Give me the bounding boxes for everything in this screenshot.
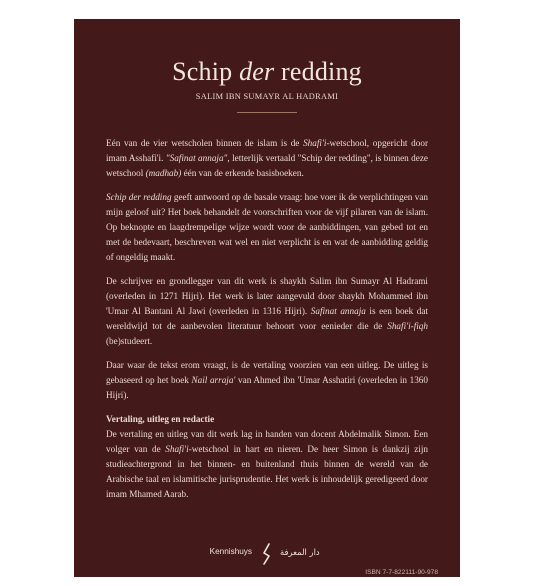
text-italic: Nail arraja' bbox=[191, 375, 236, 385]
text: geeft antwoord op de basale vraag: hoe voer ik de verplichtingen van mijn geloof uit? Het boek behandelt de voorschriften voor de vijf pilaren van de islam. Op beknopte en laagdrempelige wijze wordt voor de aanbiddingen, van gebed tot en met de bedevaart, beschreven wat wel en niet verplicht is en wat de aanbidding geldig of ongeldig maakt. bbox=[106, 192, 428, 262]
blurb-paragraph-5 bbox=[106, 427, 428, 502]
text: -wetschool in hart en nieren. De heer Simon is dankzij zijn studieachtergrond in het binnen- en buitenland thuis binnen de wereld van de Arabische taal en islamitische jurisprudentie. Het werk is inhoudelijk geredigeerd door imam Mhamed Aarab. bbox=[106, 444, 428, 499]
book-back-cover bbox=[74, 19, 460, 577]
title-italic-part: der bbox=[239, 57, 275, 86]
text-italic: "Safinat annaja" bbox=[165, 153, 228, 163]
publisher-logo bbox=[74, 543, 460, 563]
text: , letterlijk vertaald "Schip der redding", is binnen deze wetschool bbox=[106, 153, 428, 178]
text-italic: (madhab) bbox=[145, 168, 182, 178]
title-divider bbox=[237, 112, 297, 113]
blurb-paragraph-4 bbox=[106, 358, 428, 403]
title-part: redding bbox=[274, 57, 362, 86]
section-heading: Vertaling, uitleg en redactie bbox=[106, 414, 215, 424]
blurb-text bbox=[106, 136, 428, 511]
publisher-name-arabic: دار المعرفة bbox=[280, 547, 320, 557]
book-title bbox=[74, 57, 460, 87]
blurb-paragraph-1 bbox=[106, 136, 428, 181]
publisher-name-latin: Kennishuys bbox=[209, 547, 252, 556]
text: Daar waar de tekst erom vraagt, is de vertaling voorzien van een uitleg. De uitleg is gebaseerd op het boek bbox=[106, 360, 428, 385]
text: Eén van de vier wetscholen binnen de islam is de bbox=[106, 138, 304, 148]
blurb-paragraph-3 bbox=[106, 274, 428, 349]
text-italic: Safinat annaja bbox=[310, 306, 366, 316]
text: -wetschool, opgericht door imam Asshafi'i. bbox=[106, 138, 428, 163]
text: is een boek dat wereldwijd tot de aanbevolen literatuur behoort voor eenieder die de bbox=[106, 306, 428, 331]
text-italic: Shafi'i bbox=[303, 138, 327, 148]
text-italic: Schip der redding bbox=[106, 192, 172, 202]
book-author: SALIM IBN SUMAYR AL HADRAMI bbox=[195, 92, 339, 101]
text: De vertaling en uitleg van dit werk lag in handen van docent Abdelmalik Simon. Een volger van de bbox=[106, 429, 428, 454]
blurb-paragraph-2 bbox=[106, 190, 428, 265]
text-italic: Shafi'i-fiqh bbox=[387, 321, 428, 331]
publisher-mark-icon bbox=[258, 543, 276, 565]
text: De schrijver en grondlegger van dit werk is shaykh Salim ibn Sumayr Al Hadrami (overleden in 1271 Hijri). Het werk is later aangevuld door shaykh Mohammed ibn 'Umar Al Bantani Al Jawi (overleden in 1316 Hijri). bbox=[106, 276, 428, 316]
title-part: Schip bbox=[172, 57, 240, 86]
text: van Ahmed ibn 'Umar Asshatiri (overleden in 1360 Hijri). bbox=[106, 375, 428, 400]
text-italic: Shafi'i bbox=[165, 444, 189, 454]
text: (be)studeert. bbox=[106, 336, 153, 346]
isbn-number: ISBN 7-7-822111-90-978 bbox=[365, 569, 438, 576]
text: één van de erkende basisboeken. bbox=[181, 168, 304, 178]
